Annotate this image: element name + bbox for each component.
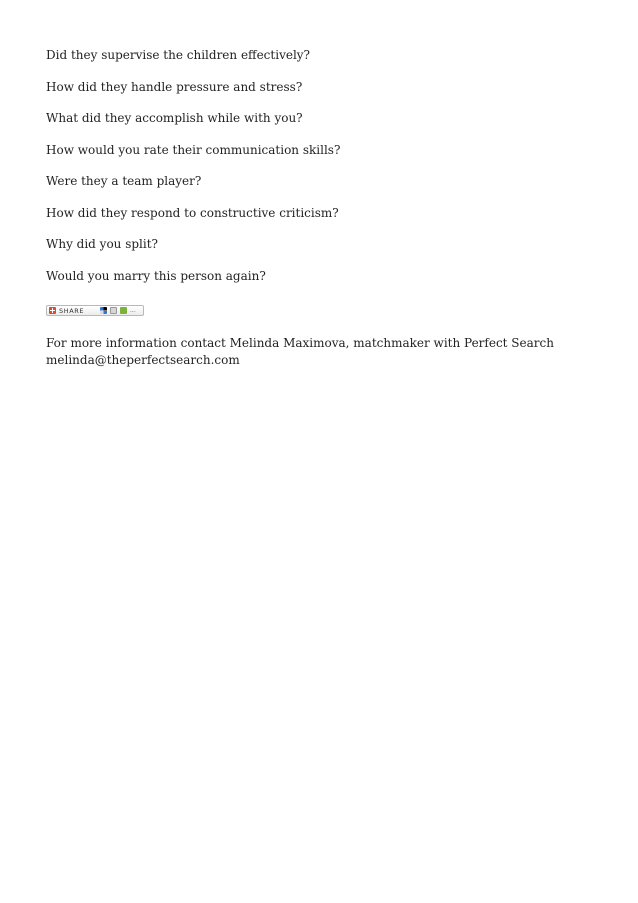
contact-email[interactable]: melinda@theperfectsearch.com bbox=[46, 353, 240, 367]
question-list bbox=[46, 47, 606, 284]
share-button[interactable] bbox=[46, 305, 144, 316]
stumbleupon-icon bbox=[120, 307, 127, 314]
question-item: How would you rate their communication skills? bbox=[46, 142, 341, 157]
plus-icon bbox=[49, 307, 56, 314]
question-item: What did they accomplish while with you? bbox=[46, 111, 303, 125]
question-item: Were they a team player? bbox=[46, 174, 202, 188]
share-more: ... bbox=[130, 307, 136, 314]
delicious-icon bbox=[100, 307, 107, 314]
contact-info bbox=[46, 335, 606, 369]
question-item: Would you marry this person again? bbox=[46, 268, 266, 283]
question-item: Why did you split? bbox=[46, 237, 158, 251]
contact-line: For more information contact Melinda Maximova, matchmaker with Perfect Search bbox=[46, 336, 554, 350]
question-item: Did they supervise the children effectively? bbox=[46, 48, 310, 62]
document-page bbox=[46, 47, 606, 369]
digg-icon bbox=[110, 307, 117, 314]
share-label: SHARE bbox=[59, 306, 85, 315]
question-item: How did they respond to constructive criticism? bbox=[46, 205, 339, 220]
question-item: How did they handle pressure and stress? bbox=[46, 79, 303, 94]
